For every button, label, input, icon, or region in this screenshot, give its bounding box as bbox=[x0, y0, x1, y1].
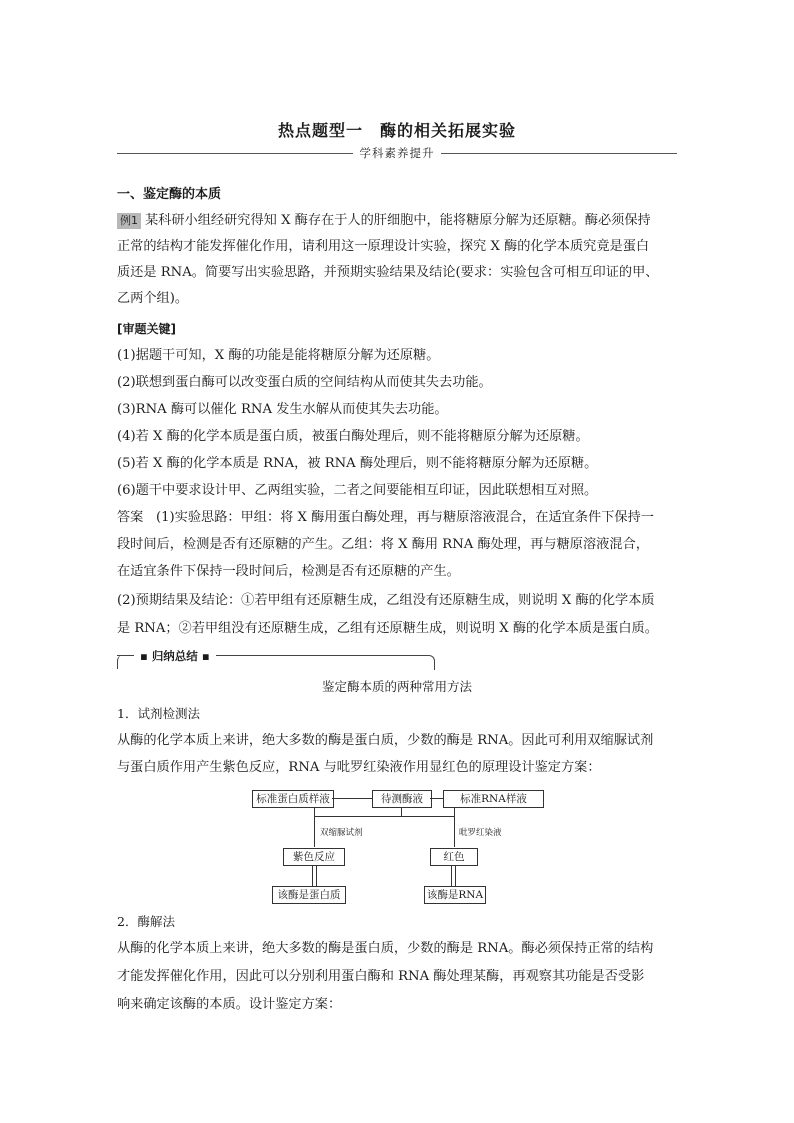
flow-reagent-left: 双缩脲试剂 bbox=[320, 828, 363, 838]
summary-frame-left bbox=[117, 655, 124, 669]
flow-arrow-left-2b bbox=[316, 865, 317, 886]
flow-arrow-left-2a bbox=[312, 865, 313, 886]
key-line-6: (6)题干中要求设计甲、乙两组实验，二者之间要能相互印证，因此联想相互对照。 bbox=[117, 483, 598, 498]
summary-heading: 鉴定酶本质的两种常用方法 bbox=[321, 679, 472, 694]
flow-arrow-right-1 bbox=[454, 807, 455, 847]
flow-conclusion-rna: 该酶是RNA bbox=[424, 886, 486, 904]
flow-arrow-left-1 bbox=[314, 807, 315, 847]
key-line-1: (1)据题干可知，X 酶的功能是能将糖原分解为还原糖。 bbox=[117, 348, 440, 363]
section-heading: 一、鉴定酶的本质 bbox=[117, 187, 222, 202]
summary-label: ▪ 归纳总结 ▪ bbox=[134, 648, 216, 664]
key-heading: [审题关键] bbox=[117, 322, 176, 336]
flow-box-test-enzyme: 待测酶液 bbox=[372, 790, 432, 808]
flow-reagent-right: 吡罗红染液 bbox=[459, 828, 502, 838]
example-line-1 bbox=[117, 212, 651, 230]
answer-line-1 bbox=[117, 509, 654, 527]
answer-line-3: 在适宜条件下保持一段时间后，检测是否有还原糖的产生。 bbox=[117, 564, 460, 579]
flow-arrow-right-2a bbox=[451, 865, 452, 886]
key-line-2: (2)联想到蛋白酶可以改变蛋白质的空间结构从而使其失去功能。 bbox=[117, 375, 492, 390]
answer-text-1: (1)实验思路：甲组：将 X 酶用蛋白酶处理，再与糖原溶液混合，在适宜条件下保持一 bbox=[155, 510, 654, 525]
example-tag: 例1 bbox=[117, 213, 141, 229]
method1-line-1: 从酶的化学本质上来讲，绝大多数的酶是蛋白质，少数的酶是 RNA。因此可利用双缩脲试剂 bbox=[117, 733, 654, 748]
flow-arrow-right-2b bbox=[455, 865, 456, 886]
flow-result-purple: 紫色反应 bbox=[283, 848, 345, 866]
flow-connector-right bbox=[430, 798, 443, 799]
flow-connector-left bbox=[332, 798, 372, 799]
method1-line-2: 与蛋白质作用产生紫色反应，RNA 与吡罗红染液作用显红色的原理设计鉴定方案： bbox=[117, 760, 601, 775]
flow-connector-branch bbox=[315, 816, 455, 817]
key-line-3: (3)RNA 酶可以催化 RNA 发生水解从而使其失去功能。 bbox=[117, 402, 448, 417]
answer-line-5: 是 RNA；②若甲组没有还原糖生成，乙组有还原糖生成，则说明 X 酶的化学本质是蛋白质。 bbox=[117, 621, 658, 636]
summary-label-text: 归纳总结 bbox=[151, 649, 198, 663]
flow-conclusion-protein: 该酶是蛋白质 bbox=[272, 886, 346, 904]
page-subtitle: 学科素养提升 bbox=[359, 146, 435, 160]
method2-line-1: 从酶的化学本质上来讲，绝大多数的酶是蛋白质，少数的酶是 RNA。酶必须保持正常的结构 bbox=[117, 941, 654, 956]
example-line-2: 正常的结构才能发挥催化作用，请利用这一原理设计实验，探究 X 酶的化学本质究竟是蛋白 bbox=[117, 239, 650, 254]
method2-line-3: 响来确定该酶的本质。设计鉴定方案： bbox=[117, 997, 342, 1012]
method2-line-2: 才能发挥催化作用，因此可以分别利用蛋白酶和 RNA 酶处理某酶，再观察其功能是否受影 bbox=[117, 969, 645, 984]
method2-title: 2．酶解法 bbox=[117, 914, 175, 929]
answer-line-4: (2)预期结果及结论：①若甲组有还原糖生成，乙组没有还原糖生成，则说明 X 酶的化学本质 bbox=[117, 593, 655, 608]
answer-label: 答案 bbox=[117, 510, 144, 525]
example-line-4: 乙两个组)。 bbox=[117, 291, 189, 306]
example-text-1: 某科研小组经研究得知 X 酶存在于人的肝细胞中，能将糖原分解为还原糖。酶必须保持 bbox=[145, 213, 651, 228]
answer-line-2: 段时间后，检测是否有还原糖的产生。乙组：将 X 酶用 RNA 酶处理，再与糖原溶液混合， bbox=[117, 537, 649, 552]
page-title: 热点题型一 酶的相关拓展实验 bbox=[277, 121, 516, 140]
flow-box-standard-protein: 标准蛋白质样液 bbox=[252, 790, 334, 808]
flow-connector-mid-down bbox=[401, 807, 402, 816]
example-line-3: 质还是 RNA。简要写出实验思路，并预期实验结果及结论(要求：实验包含可相互印证的甲、 bbox=[117, 265, 659, 280]
method1-title: 1．试剂检测法 bbox=[117, 706, 200, 721]
flow-result-red: 红色 bbox=[430, 848, 478, 866]
flow-box-standard-rna: 标准RNA样液 bbox=[443, 790, 544, 808]
key-line-4: (4)若 X 酶的化学本质是蛋白质，被蛋白酶处理后，则不能将糖原分解为还原糖。 bbox=[117, 429, 589, 444]
key-line-5: (5)若 X 酶的化学本质是 RNA，被 RNA 酶处理后，则不能将糖原分解为还原糖。 bbox=[117, 456, 598, 471]
